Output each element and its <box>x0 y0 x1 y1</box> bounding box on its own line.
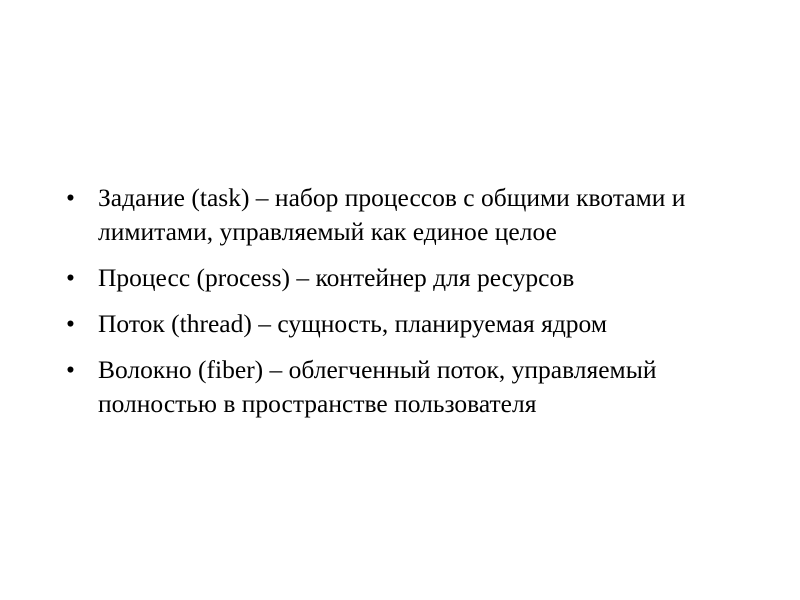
bullet-text: Поток (thread) – сущность, планируемая ядром <box>98 309 607 338</box>
bullet-item-thread <box>66 307 746 341</box>
bullet-text: Задание (task) – набор процессов с общими квотами и лимитами, управляемый как единое целое <box>98 183 686 246</box>
bullet-item-task <box>66 181 746 249</box>
bullet-list <box>66 181 746 433</box>
bullet-icon: • <box>66 309 75 338</box>
bullet-icon: • <box>66 355 75 384</box>
bullet-item-process <box>66 261 746 295</box>
bullet-item-fiber <box>66 353 746 421</box>
bullet-text: Волокно (fiber) – облегченный поток, управляемый полностью в пространстве пользователя <box>98 355 657 418</box>
bullet-icon: • <box>66 263 75 292</box>
bullet-icon: • <box>66 183 75 212</box>
bullet-text: Процесс (process) – контейнер для ресурсов <box>98 263 575 292</box>
